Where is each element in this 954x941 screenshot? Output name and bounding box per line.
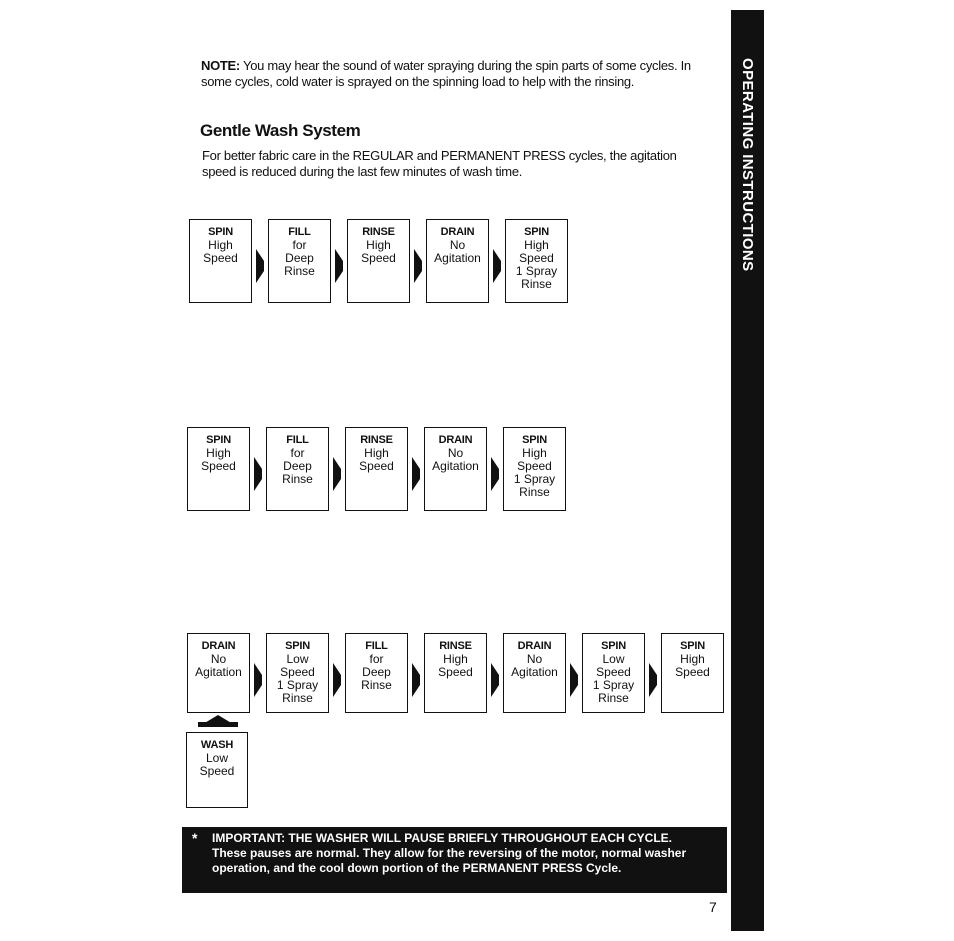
page-number: 7 [709, 899, 717, 915]
right-arrow-icon [414, 249, 422, 283]
sequence1-step-2 [268, 219, 331, 303]
important-body: These pauses are normal. They allow for the reversing of the motor, normal washer operation, and the cool down portion of the PERMANENT PRESS Cycle. [212, 846, 687, 875]
right-arrow-icon [649, 663, 657, 697]
step-detail: Speed [280, 665, 315, 679]
step-title: FILL [286, 434, 309, 446]
up-arrow-icon [198, 713, 238, 732]
step-detail: Deep [362, 665, 391, 679]
sequence1-step-3 [347, 219, 410, 303]
step-detail: Speed [203, 251, 238, 265]
step-detail: Agitation [432, 459, 479, 473]
right-arrow-icon [254, 457, 262, 491]
step-detail: High [208, 238, 233, 252]
right-arrow-icon [491, 457, 499, 491]
step-detail: 1 Spray [515, 264, 558, 278]
step-detail: Rinse [598, 691, 629, 705]
step-detail: No [447, 446, 464, 460]
right-arrow-icon [256, 249, 264, 283]
step-title: SPIN [522, 434, 547, 446]
step-detail: Speed [438, 665, 473, 679]
right-arrow-icon [333, 457, 341, 491]
right-arrow-icon [491, 663, 499, 697]
step-title: SPIN [524, 226, 549, 238]
note-body: You may hear the sound of water spraying during the spin parts of some cycles. In some cycles, cold water is sprayed on the spinning load to help with the rinsing. [201, 58, 691, 89]
step-detail: 1 Spray [513, 472, 556, 486]
section-paragraph: For better fabric care in the REGULAR and PERMANENT PRESS cycles, the agitation speed is reduced during the last few minutes of wash time. [202, 148, 677, 179]
note-label: NOTE: [201, 58, 240, 73]
step-detail: for [292, 238, 307, 252]
step-title: FILL [288, 226, 311, 238]
step-detail: High [680, 652, 705, 666]
step-detail: No [526, 652, 543, 666]
step-detail: High [522, 446, 547, 460]
step-title: DRAIN [438, 434, 473, 446]
step-detail: Rinse [361, 678, 392, 692]
step-title: RINSE [439, 640, 472, 652]
step-detail: Speed [519, 251, 554, 265]
sequence2-step-1 [187, 427, 250, 511]
sequence2-step-2 [266, 427, 329, 511]
sequence3-step-4 [424, 633, 487, 713]
note-text [201, 58, 721, 90]
sequence3-step-5 [503, 633, 566, 713]
step-detail: High [524, 238, 549, 252]
asterisk: * [192, 830, 198, 846]
important-banner [182, 827, 727, 893]
step-detail: High [206, 446, 231, 460]
step-title: DRAIN [517, 640, 552, 652]
step-detail: Rinse [521, 277, 552, 291]
step-detail: Agitation [195, 665, 242, 679]
step-detail: Speed [675, 665, 710, 679]
important-headline: IMPORTANT: THE WASHER WILL PAUSE BRIEFLY THROUGHOUT EACH CYCLE. [212, 831, 673, 845]
sequence1-step-4 [426, 219, 489, 303]
sidebar-title: OPERATING INSTRUCTIONS [739, 58, 756, 272]
step-detail: Rinse [282, 691, 313, 705]
step-detail: 1 Spray [276, 678, 319, 692]
step-title: SPIN [601, 640, 626, 652]
step-detail: Rinse [282, 472, 313, 486]
step-title: SPIN [208, 226, 233, 238]
step-detail: Rinse [519, 485, 550, 499]
step-title: SPIN [206, 434, 231, 446]
step-detail: Speed [201, 459, 236, 473]
step-detail: Agitation [511, 665, 558, 679]
step-detail: Speed [199, 764, 235, 778]
sequence3-step-2 [266, 633, 329, 713]
right-arrow-icon [493, 249, 501, 283]
step-detail: Low [286, 652, 309, 666]
right-arrow-icon [254, 663, 262, 697]
sequence2-step-5 [503, 427, 566, 511]
sequence2-step-4 [424, 427, 487, 511]
step-detail: for [290, 446, 305, 460]
step-title: SPIN [285, 640, 310, 652]
step-detail: High [364, 446, 389, 460]
step-detail: Rinse [284, 264, 315, 278]
right-arrow-icon [570, 663, 578, 697]
sequence3-step-7 [661, 633, 724, 713]
right-arrow-icon [412, 457, 420, 491]
step-detail: Speed [596, 665, 631, 679]
step-title: DRAIN [440, 226, 475, 238]
step-detail: No [449, 238, 466, 252]
right-arrow-icon [333, 663, 341, 697]
sequence3-step-3 [345, 633, 408, 713]
step-detail: Deep [283, 459, 312, 473]
step-detail: High [443, 652, 468, 666]
right-arrow-icon [412, 663, 420, 697]
step-detail: Speed [359, 459, 394, 473]
step-detail: High [366, 238, 391, 252]
step-detail: Speed [361, 251, 396, 265]
section-heading: Gentle Wash System [200, 121, 361, 140]
right-arrow-icon [335, 249, 343, 283]
step-detail: for [369, 652, 384, 666]
step-detail: No [210, 652, 227, 666]
sequence2-step-3 [345, 427, 408, 511]
step-detail: Agitation [434, 251, 481, 265]
step-title: DRAIN [201, 640, 236, 652]
step-title: SPIN [680, 640, 705, 652]
step-detail: Speed [517, 459, 552, 473]
sequence3-step-6 [582, 633, 645, 713]
wash-box [186, 732, 248, 808]
step-title: RINSE [360, 434, 393, 446]
sequence1-step-1 [189, 219, 252, 303]
sequence1-step-5 [505, 219, 568, 303]
step-title: FILL [365, 640, 388, 652]
step-title: WASH [200, 739, 234, 751]
step-detail: Low [205, 751, 228, 765]
step-detail: 1 Spray [592, 678, 635, 692]
sequence3-step-1 [187, 633, 250, 713]
step-detail: Deep [285, 251, 314, 265]
step-title: RINSE [362, 226, 395, 238]
step-detail: Low [602, 652, 625, 666]
